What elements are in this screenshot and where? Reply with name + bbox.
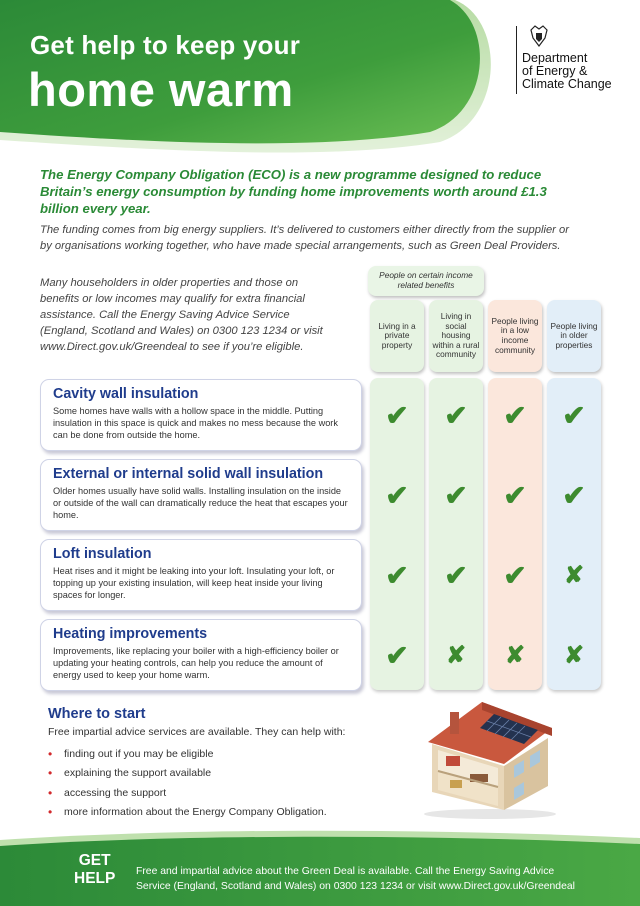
department-name [522, 52, 612, 91]
list-item [48, 803, 327, 823]
column-header-low-income: People living in a low income community [488, 300, 542, 372]
intro-paragraph-1: The funding comes from big energy suppliers. It’s delivered to customers either directly from the supplier or by organisations working together, who have made special arrangements, such as Green Deal Providers. [40, 224, 569, 252]
footer-text [136, 864, 636, 894]
list-item [48, 783, 327, 803]
cross-icon: ✘ [445, 641, 467, 669]
check-icon: ✔ [444, 479, 468, 511]
check-icon: ✔ [444, 559, 468, 591]
bullet-icon: • [48, 785, 53, 800]
where-to-start-text: Free impartial advice services are available. They can help with: [48, 726, 346, 738]
measure-description: Improvements, like replacing your boiler with a high-efficiency boiler or updating your heating controls, can help you reduce the amount of energy used to keep your home warm. [53, 646, 339, 680]
where-to-start-list [48, 744, 327, 822]
measure-description: Some homes have walls with a hollow space in the middle. Putting insulation in this space is quick and makes no mess because the work can be done from outside the home. [53, 406, 338, 440]
royal-crest-icon [528, 24, 550, 48]
measure-loft [40, 539, 362, 611]
where-to-start-title: Where to start [48, 706, 146, 722]
list-item-text: accessing the support [64, 786, 167, 799]
measure-title: Heating improvements [53, 626, 208, 642]
help-label: HELP [74, 870, 116, 887]
house-cutaway-illustration [420, 690, 560, 820]
check-icon: ✔ [562, 399, 586, 431]
measure-title: Cavity wall insulation [53, 386, 199, 402]
measure-solid-wall [40, 459, 362, 531]
check-icon: ✔ [444, 399, 468, 431]
check-icon: ✔ [503, 479, 527, 511]
column-header-older: People living in older properties [547, 300, 601, 372]
measure-description: Older homes usually have solid walls. Installing insulation on the inside or outside of the wall can dramatically reduce the heat that escapes your home. [53, 486, 348, 520]
logo-rule [516, 26, 517, 94]
intro-paragraph-2: Many householders in older properties and those on benefits or low incomes may qualify for extra financial assistance. Call the Energy Saving Advice Service (England, Scotland and Wales) on 0300 123 1234 or visit www.Direct.gov.uk/Greendeal to see if you’re eligible. [40, 277, 323, 353]
bullet-icon: • [48, 766, 53, 781]
column-header-social-rural: Living in social housing within a rural community [429, 300, 483, 372]
list-item-text: explaining the support available [64, 767, 212, 780]
get-help-label [74, 852, 115, 888]
get-label: GET [78, 852, 111, 869]
list-item-text: finding out if you may be eligible [64, 747, 214, 760]
income-group-label: People on certain income related benefits [368, 266, 484, 296]
measure-title: External or internal solid wall insulation [53, 466, 324, 482]
department-logo [516, 24, 634, 100]
check-icon: ✔ [385, 479, 409, 511]
measure-title: Loft insulation [53, 546, 152, 562]
list-item-text: more information about the Energy Company Obligation. [64, 806, 327, 819]
check-icon: ✔ [385, 399, 409, 431]
department-name-line-3: Climate Change [522, 77, 612, 91]
bullet-icon: • [48, 805, 53, 820]
bullet-icon: • [48, 746, 53, 761]
cross-icon: ✘ [504, 641, 526, 669]
cross-icon: ✘ [563, 641, 585, 669]
check-icon: ✔ [503, 559, 527, 591]
list-item [48, 744, 327, 764]
title-line-2: home warm [28, 63, 294, 116]
intro-lead: The Energy Company Obligation (ECO) is a new programme designed to reduce Britain’s energy consumption by funding home improvements worth around £1.3 billion every year. [40, 167, 547, 216]
measure-description: Heat rises and it might be leaking into your loft. Insulating your loft, or topping up your existing insulation, will keep heat inside your living spaces for longer. [53, 566, 335, 600]
check-icon: ✔ [385, 559, 409, 591]
department-name-line-2: of Energy & [522, 64, 588, 78]
department-name-line-1: Department [522, 51, 588, 65]
check-icon: ✔ [503, 399, 527, 431]
footer-line-1: Free and impartial advice about the Green Deal is available. Call the Energy Saving Advice [136, 866, 555, 877]
footer-line-2: Service (England, Scotland and Wales) on 0300 123 1234 or visit www.Direct.gov.uk/Greendeal [136, 881, 575, 892]
title-line-1: Get help to keep your [30, 30, 301, 60]
measure-cavity-wall [40, 379, 362, 451]
cross-icon: ✘ [563, 561, 585, 589]
measure-heating [40, 619, 362, 691]
column-header-private: Living in a private property [370, 300, 424, 372]
check-icon: ✔ [562, 479, 586, 511]
list-item [48, 764, 327, 784]
check-icon: ✔ [385, 639, 409, 671]
